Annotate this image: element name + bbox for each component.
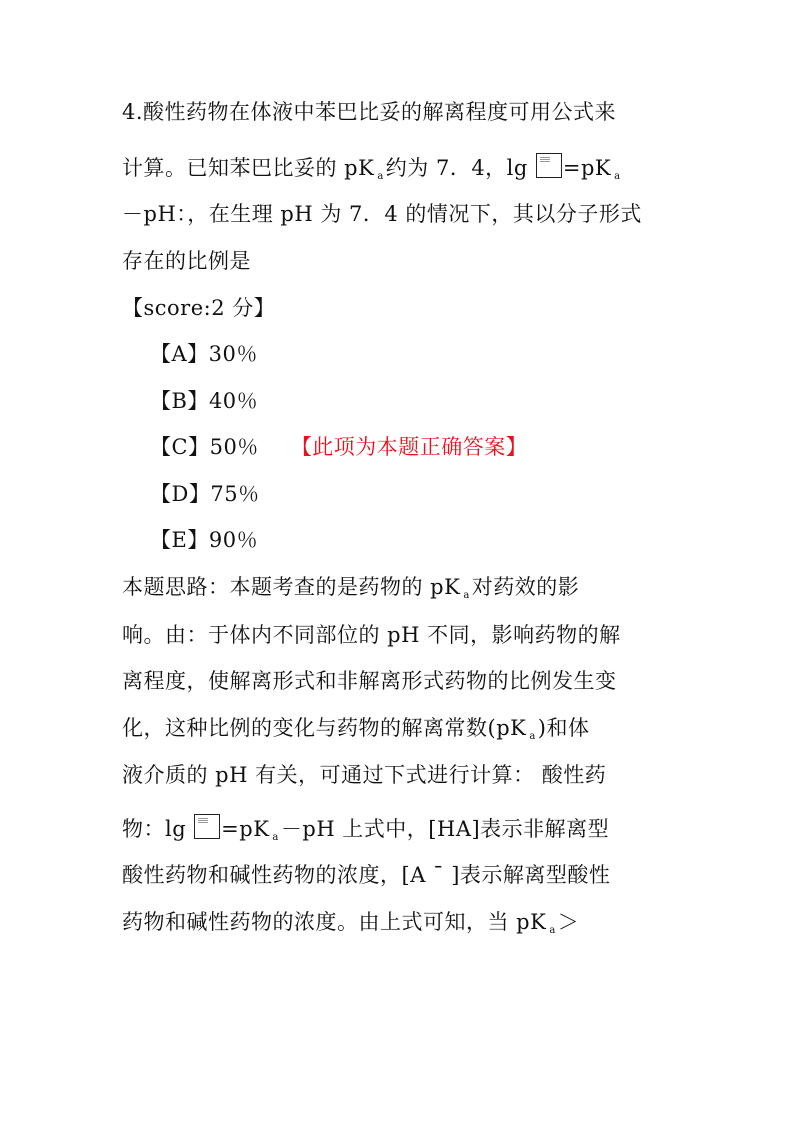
formula-image [194, 814, 220, 839]
explanation-line-4 [122, 713, 590, 752]
option-key: 【E】 [150, 528, 209, 552]
explanation-line-5 [122, 760, 606, 790]
question-line-4 [122, 246, 251, 276]
explanation-text: 对药效的影 [471, 575, 580, 599]
option-b[interactable] [150, 386, 258, 416]
option-key: 【A】 [150, 342, 209, 366]
question-text: 约为 7．4，lg [385, 156, 528, 180]
question-text: －pH：，在生理 pH 为 7．4 的情况下，其以分子形式 [122, 202, 642, 226]
option-key: 【C】 [150, 435, 210, 459]
explanation-line-3 [122, 666, 617, 696]
option-text: 90％ [208, 528, 259, 552]
explanation-text: －pH 上式中，[HA]表示非解离型 [280, 817, 610, 841]
explanation-text: 本题思路：本题考查的是药物的 pK [122, 575, 461, 599]
option-a[interactable] [150, 339, 258, 369]
option-text: 75％ [210, 482, 260, 506]
explanation-text: )和体 [537, 716, 590, 740]
explanation-line-1 [122, 572, 579, 611]
explanation-text: 化，这种比例的变化与药物的解离常数(pK [122, 716, 527, 740]
question-line-1 [122, 97, 616, 127]
explanation-text: 响。由：于体内不同部位的 pH 不同，影响药物的解 [122, 623, 621, 647]
explanation-line-2 [122, 620, 621, 650]
explanation-text: ＞ [557, 910, 580, 934]
option-text: 30％ [208, 342, 258, 366]
subscript: a [529, 731, 536, 742]
explanation-line-7 [122, 860, 610, 890]
formula-image [536, 153, 562, 178]
explanation-text: 酸性药物和碱性药物的浓度，[A ¯ ]表示解离型酸性 [122, 863, 611, 887]
question-text: 4.酸性药物在体液中苯巴比妥的解离程度可用公式来 [122, 100, 617, 124]
subscript: a [377, 171, 384, 182]
subscript: a [549, 925, 556, 936]
option-text: 40％ [208, 389, 259, 413]
score-label [122, 293, 275, 323]
option-d[interactable] [150, 479, 260, 509]
explanation-text: =pK [221, 817, 270, 841]
question-text: 计算。已知苯巴比妥的 pK [122, 156, 375, 180]
option-e[interactable] [150, 525, 258, 555]
subscript: a [614, 171, 621, 182]
option-c[interactable] [150, 432, 527, 462]
question-text: =pK [562, 156, 612, 180]
explanation-text: 药物和碱性药物的浓度。由上式可知，当 pK [122, 910, 547, 934]
explanation-line-8 [122, 907, 579, 946]
explanation-text: 液介质的 pH 有关，可通过下式进行计算： 酸性药 [122, 763, 607, 787]
score-text: 【score:2 分】 [122, 296, 276, 320]
explanation-line-6 [122, 814, 609, 853]
correct-answer-marker: 【此项为本题正确答案】 [290, 435, 528, 459]
explanation-text: 物：lg [122, 817, 187, 841]
option-key: 【B】 [150, 389, 209, 413]
option-key: 【D】 [150, 482, 211, 506]
question-line-3 [122, 199, 642, 229]
question-text: 存在的比例是 [122, 249, 251, 273]
explanation-text: 离程度，使解离形式和非解离形式药物的比例发生变 [122, 669, 617, 693]
question-line-2 [122, 153, 623, 192]
option-text: 50％ [209, 435, 259, 459]
subscript: a [272, 832, 279, 843]
subscript: a [463, 590, 470, 601]
